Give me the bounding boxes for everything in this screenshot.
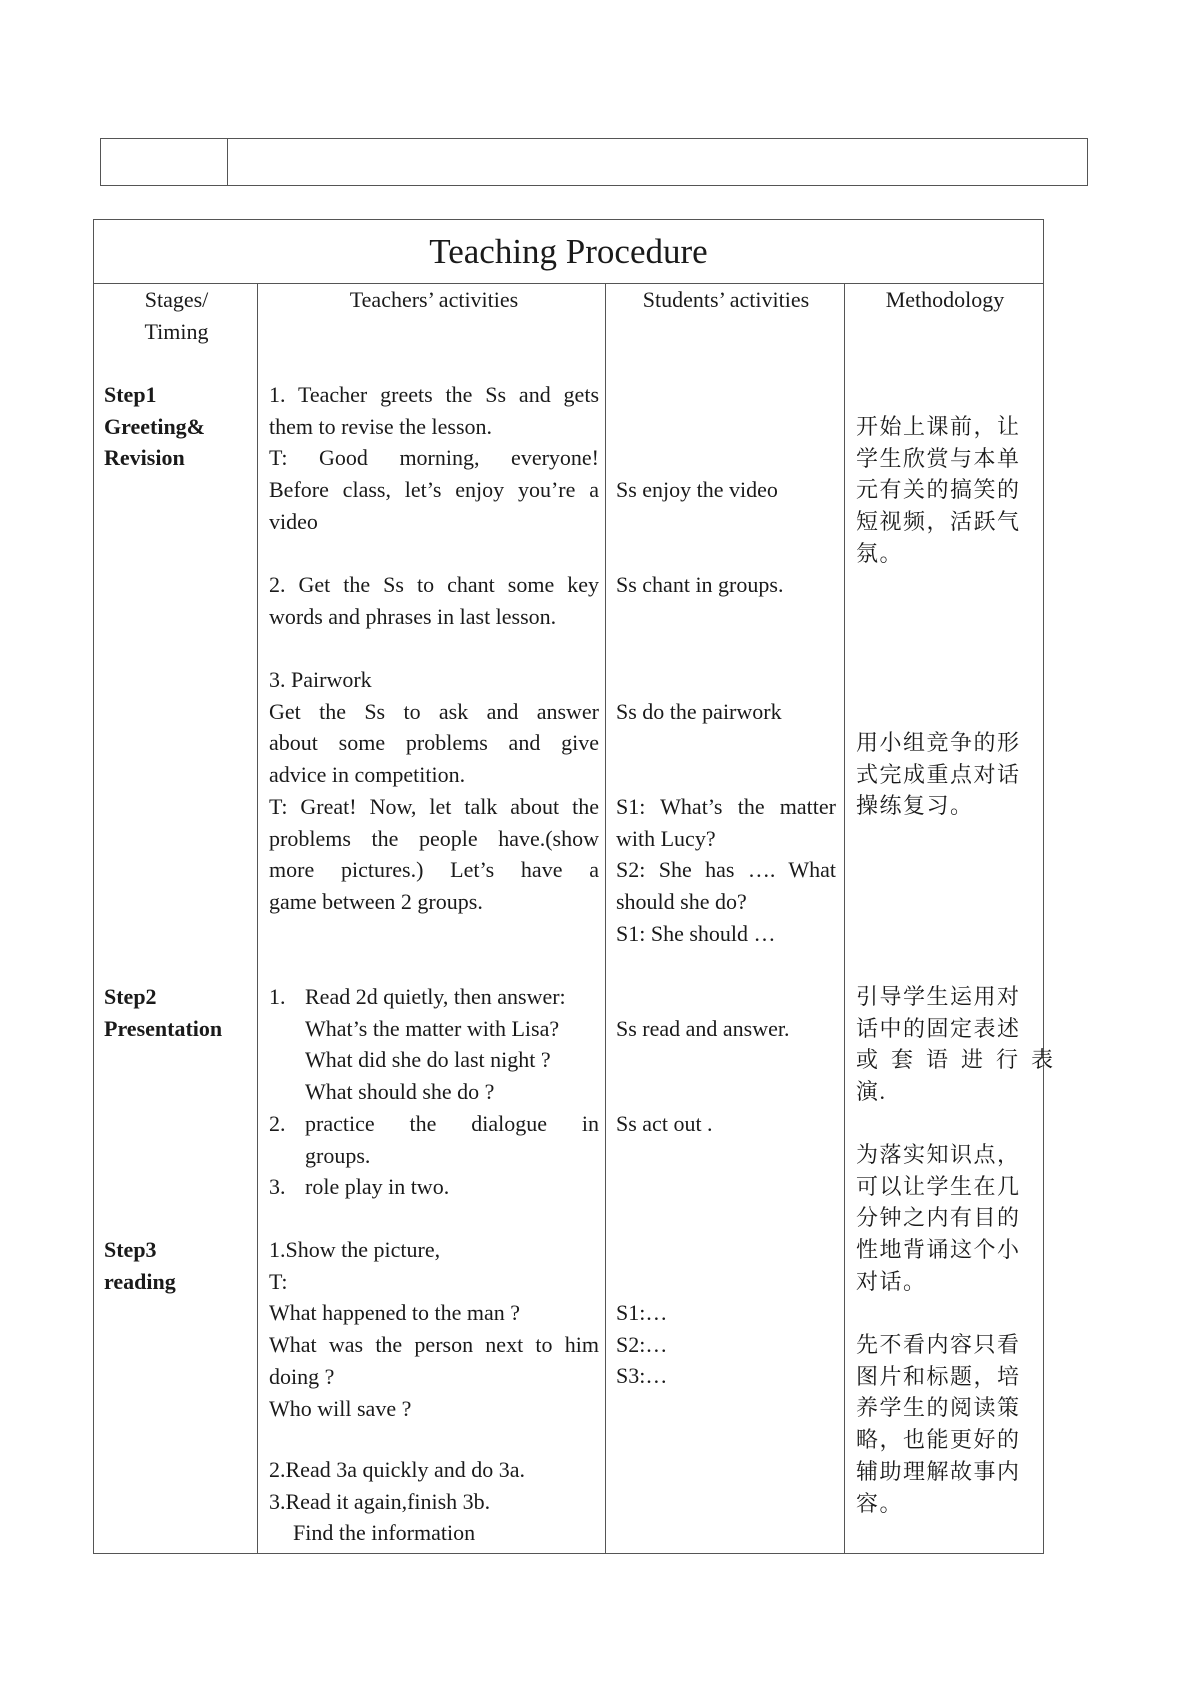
stages-column (104, 284, 249, 1553)
table-title: Teaching Procedure (94, 220, 1043, 284)
step3-label: Step3 reading (104, 1237, 176, 1294)
header-cell-right (228, 139, 1087, 185)
step1-activity-2: 2. Get the Ss to chant some key words and phrases in last lesson. (269, 572, 599, 629)
method-header: Methodology (885, 287, 1005, 312)
step3-activity-2: 2.Read 3a quickly and do 3a. 3.Read it again,finish 3b. Find the information (269, 1457, 525, 1546)
column-divider (605, 284, 606, 1553)
column-divider (844, 284, 845, 1553)
methodology-column (856, 284, 1067, 1553)
step2-activity: 1. Read 2d quietly, then answer: What’s the matter with Lisa? What did she do last night ? What should she do ? 2. practice the dialogue in groups. 3. role play in two. (269, 984, 599, 1200)
student-activity-act: Ss act out . (616, 1111, 713, 1136)
step1-activity-3: 3. Pairwork Get the Ss to ask and answer about some problems and give advice in competition. T: Great! Now, let talk about the problems the people have.(show more pictures.) Let’s have a game between 2 groups. (269, 667, 599, 914)
column-divider (257, 284, 258, 1553)
student-answers: S1:… S2:… S3:… (616, 1300, 668, 1389)
student-activity-read: Ss read and answer. (616, 1016, 790, 1041)
header-cell-left (101, 139, 228, 185)
stages-header: Stages/ Timing (144, 287, 209, 344)
teaching-procedure-table (93, 219, 1067, 1554)
student-header: Students’ activities (642, 287, 810, 312)
step1-label: Step1 Greeting& Revision (104, 382, 206, 471)
teacher-header: Teachers’ activities (349, 287, 519, 312)
method-note-1: 开始上课前，让 学生欣赏与本单 元有关的搞笑的 短视频，活跃气 氛。 (856, 414, 1021, 566)
student-activity-video: Ss enjoy the video (616, 477, 778, 502)
student-activity-pairwork: Ss do the pairwork (616, 699, 782, 724)
method-note-4: 为落实知识点， 可以让学生在几 分钟之内有目的 性地背诵这个小 对话。 (856, 1142, 1021, 1294)
method-note-5: 先不看内容只看 图片和标题，培 养学生的阅读策 略，也能更好的 辅助理解故事内 容。 (856, 1332, 1021, 1516)
teacher-activities-column (269, 284, 599, 1553)
student-activities-column (616, 284, 836, 1553)
step1-activity-1: 1. Teacher greets the Ss and gets them to revise the lesson. T: Good morning, everyone! Before class, let’s enjoy you’re a video (269, 382, 599, 534)
step2-label: Step2 Presentation (104, 984, 223, 1041)
student-activity-chant: Ss chant in groups. (616, 572, 784, 597)
student-dialogue: S1: What’s the matter with Lucy? S2: She has …. What should she do? S1: She should … (616, 794, 836, 946)
method-note-3: 引导学生运用对 话中的固定表述 或套语进行表 演. (856, 984, 1067, 1105)
method-note-2: 用小组竞争的形 式完成重点对话 操练复习。 (856, 730, 1021, 819)
step3-activity-1: 1.Show the picture, T: What happened to the man ? What was the person next to him doing ? Who will save ? (269, 1237, 599, 1421)
header-table (100, 138, 1088, 186)
